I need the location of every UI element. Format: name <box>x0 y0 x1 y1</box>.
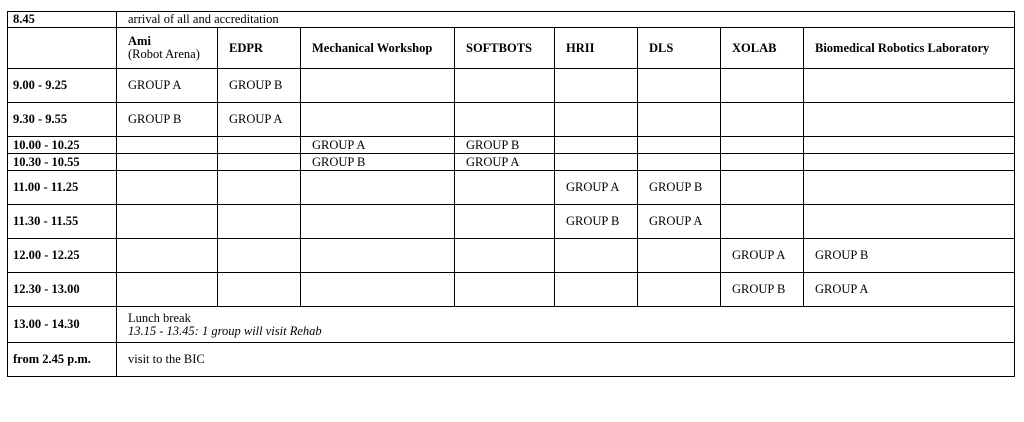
cell-biomed <box>804 205 1015 239</box>
table-row <box>8 137 1015 154</box>
table-row <box>8 154 1015 171</box>
cell-xolab <box>721 103 804 137</box>
lunch-row <box>8 307 1015 343</box>
header-ami-name: Ami <box>128 34 151 48</box>
cell-biomed: GROUP B <box>804 239 1015 273</box>
cell-softbots <box>455 103 555 137</box>
cell-softbots <box>455 273 555 307</box>
cell-ami <box>117 154 218 171</box>
cell-softbots: GROUP B <box>455 137 555 154</box>
slot-time: 10.00 - 10.25 <box>8 137 117 154</box>
cell-hrii <box>555 137 638 154</box>
header-dls: DLS <box>638 28 721 69</box>
cell-xolab <box>721 205 804 239</box>
cell-edpr <box>218 171 301 205</box>
cell-biomed: GROUP A <box>804 273 1015 307</box>
cell-dls <box>638 103 721 137</box>
cell-hrii <box>555 103 638 137</box>
lunch-cell <box>117 307 1015 343</box>
cell-workshop <box>301 239 455 273</box>
header-softbots: SOFTBOTS <box>455 28 555 69</box>
cell-edpr <box>218 205 301 239</box>
header-hrii: HRII <box>555 28 638 69</box>
cell-dls: GROUP A <box>638 205 721 239</box>
slot-time: 11.30 - 11.55 <box>8 205 117 239</box>
cell-softbots <box>455 171 555 205</box>
cell-edpr <box>218 154 301 171</box>
header-biomed: Biomedical Robotics Laboratory <box>804 28 1015 69</box>
cell-hrii: GROUP B <box>555 205 638 239</box>
table-row <box>8 239 1015 273</box>
table-row <box>8 69 1015 103</box>
arrival-time: 8.45 <box>8 12 117 28</box>
table-row <box>8 171 1015 205</box>
cell-workshop <box>301 205 455 239</box>
cell-biomed <box>804 137 1015 154</box>
header-time-cell <box>8 28 117 69</box>
header-xolab: XOLAB <box>721 28 804 69</box>
cell-xolab <box>721 171 804 205</box>
cell-xolab <box>721 137 804 154</box>
slot-time: 12.30 - 13.00 <box>8 273 117 307</box>
cell-edpr: GROUP A <box>218 103 301 137</box>
cell-edpr <box>218 137 301 154</box>
slot-time: 12.00 - 12.25 <box>8 239 117 273</box>
cell-dls <box>638 137 721 154</box>
cell-ami: GROUP A <box>117 69 218 103</box>
header-workshop: Mechanical Workshop <box>301 28 455 69</box>
cell-dls <box>638 69 721 103</box>
cell-ami <box>117 273 218 307</box>
cell-biomed <box>804 69 1015 103</box>
cell-ami <box>117 137 218 154</box>
cell-edpr <box>218 273 301 307</box>
table-row <box>8 205 1015 239</box>
header-row <box>8 28 1015 69</box>
cell-ami: GROUP B <box>117 103 218 137</box>
cell-dls <box>638 154 721 171</box>
cell-hrii <box>555 273 638 307</box>
cell-hrii <box>555 69 638 103</box>
cell-dls <box>638 273 721 307</box>
bic-time: from 2.45 p.m. <box>8 343 117 377</box>
cell-xolab <box>721 154 804 171</box>
arrival-row <box>8 12 1015 28</box>
arrival-text: arrival of all and accreditation <box>117 12 1015 28</box>
cell-workshop <box>301 103 455 137</box>
cell-dls <box>638 239 721 273</box>
cell-biomed <box>804 103 1015 137</box>
lunch-note: 13.15 - 13.45: 1 group will visit Rehab <box>128 323 322 338</box>
cell-softbots <box>455 239 555 273</box>
cell-softbots <box>455 205 555 239</box>
cell-workshop <box>301 171 455 205</box>
cell-ami <box>117 239 218 273</box>
cell-ami <box>117 205 218 239</box>
cell-workshop <box>301 273 455 307</box>
header-ami <box>117 28 218 69</box>
cell-biomed <box>804 154 1015 171</box>
slot-time: 9.30 - 9.55 <box>8 103 117 137</box>
cell-workshop: GROUP A <box>301 137 455 154</box>
cell-edpr <box>218 239 301 273</box>
cell-workshop: GROUP B <box>301 154 455 171</box>
cell-workshop <box>301 69 455 103</box>
header-ami-sub: (Robot Arena) <box>128 47 200 61</box>
cell-dls: GROUP B <box>638 171 721 205</box>
slot-time: 9.00 - 9.25 <box>8 69 117 103</box>
slot-time: 10.30 - 10.55 <box>8 154 117 171</box>
cell-xolab <box>721 69 804 103</box>
bic-text: visit to the BIC <box>117 343 1015 377</box>
cell-hrii: GROUP A <box>555 171 638 205</box>
cell-ami <box>117 171 218 205</box>
cell-softbots: GROUP A <box>455 154 555 171</box>
cell-xolab: GROUP A <box>721 239 804 273</box>
lunch-label: Lunch break <box>128 310 191 325</box>
cell-hrii <box>555 154 638 171</box>
cell-softbots <box>455 69 555 103</box>
schedule-table <box>7 11 1015 377</box>
header-edpr: EDPR <box>218 28 301 69</box>
slot-time: 11.00 - 11.25 <box>8 171 117 205</box>
bic-row <box>8 343 1015 377</box>
cell-edpr: GROUP B <box>218 69 301 103</box>
cell-hrii <box>555 239 638 273</box>
table-row <box>8 273 1015 307</box>
table-row <box>8 103 1015 137</box>
lunch-time: 13.00 - 14.30 <box>8 307 117 343</box>
cell-xolab: GROUP B <box>721 273 804 307</box>
cell-biomed <box>804 171 1015 205</box>
